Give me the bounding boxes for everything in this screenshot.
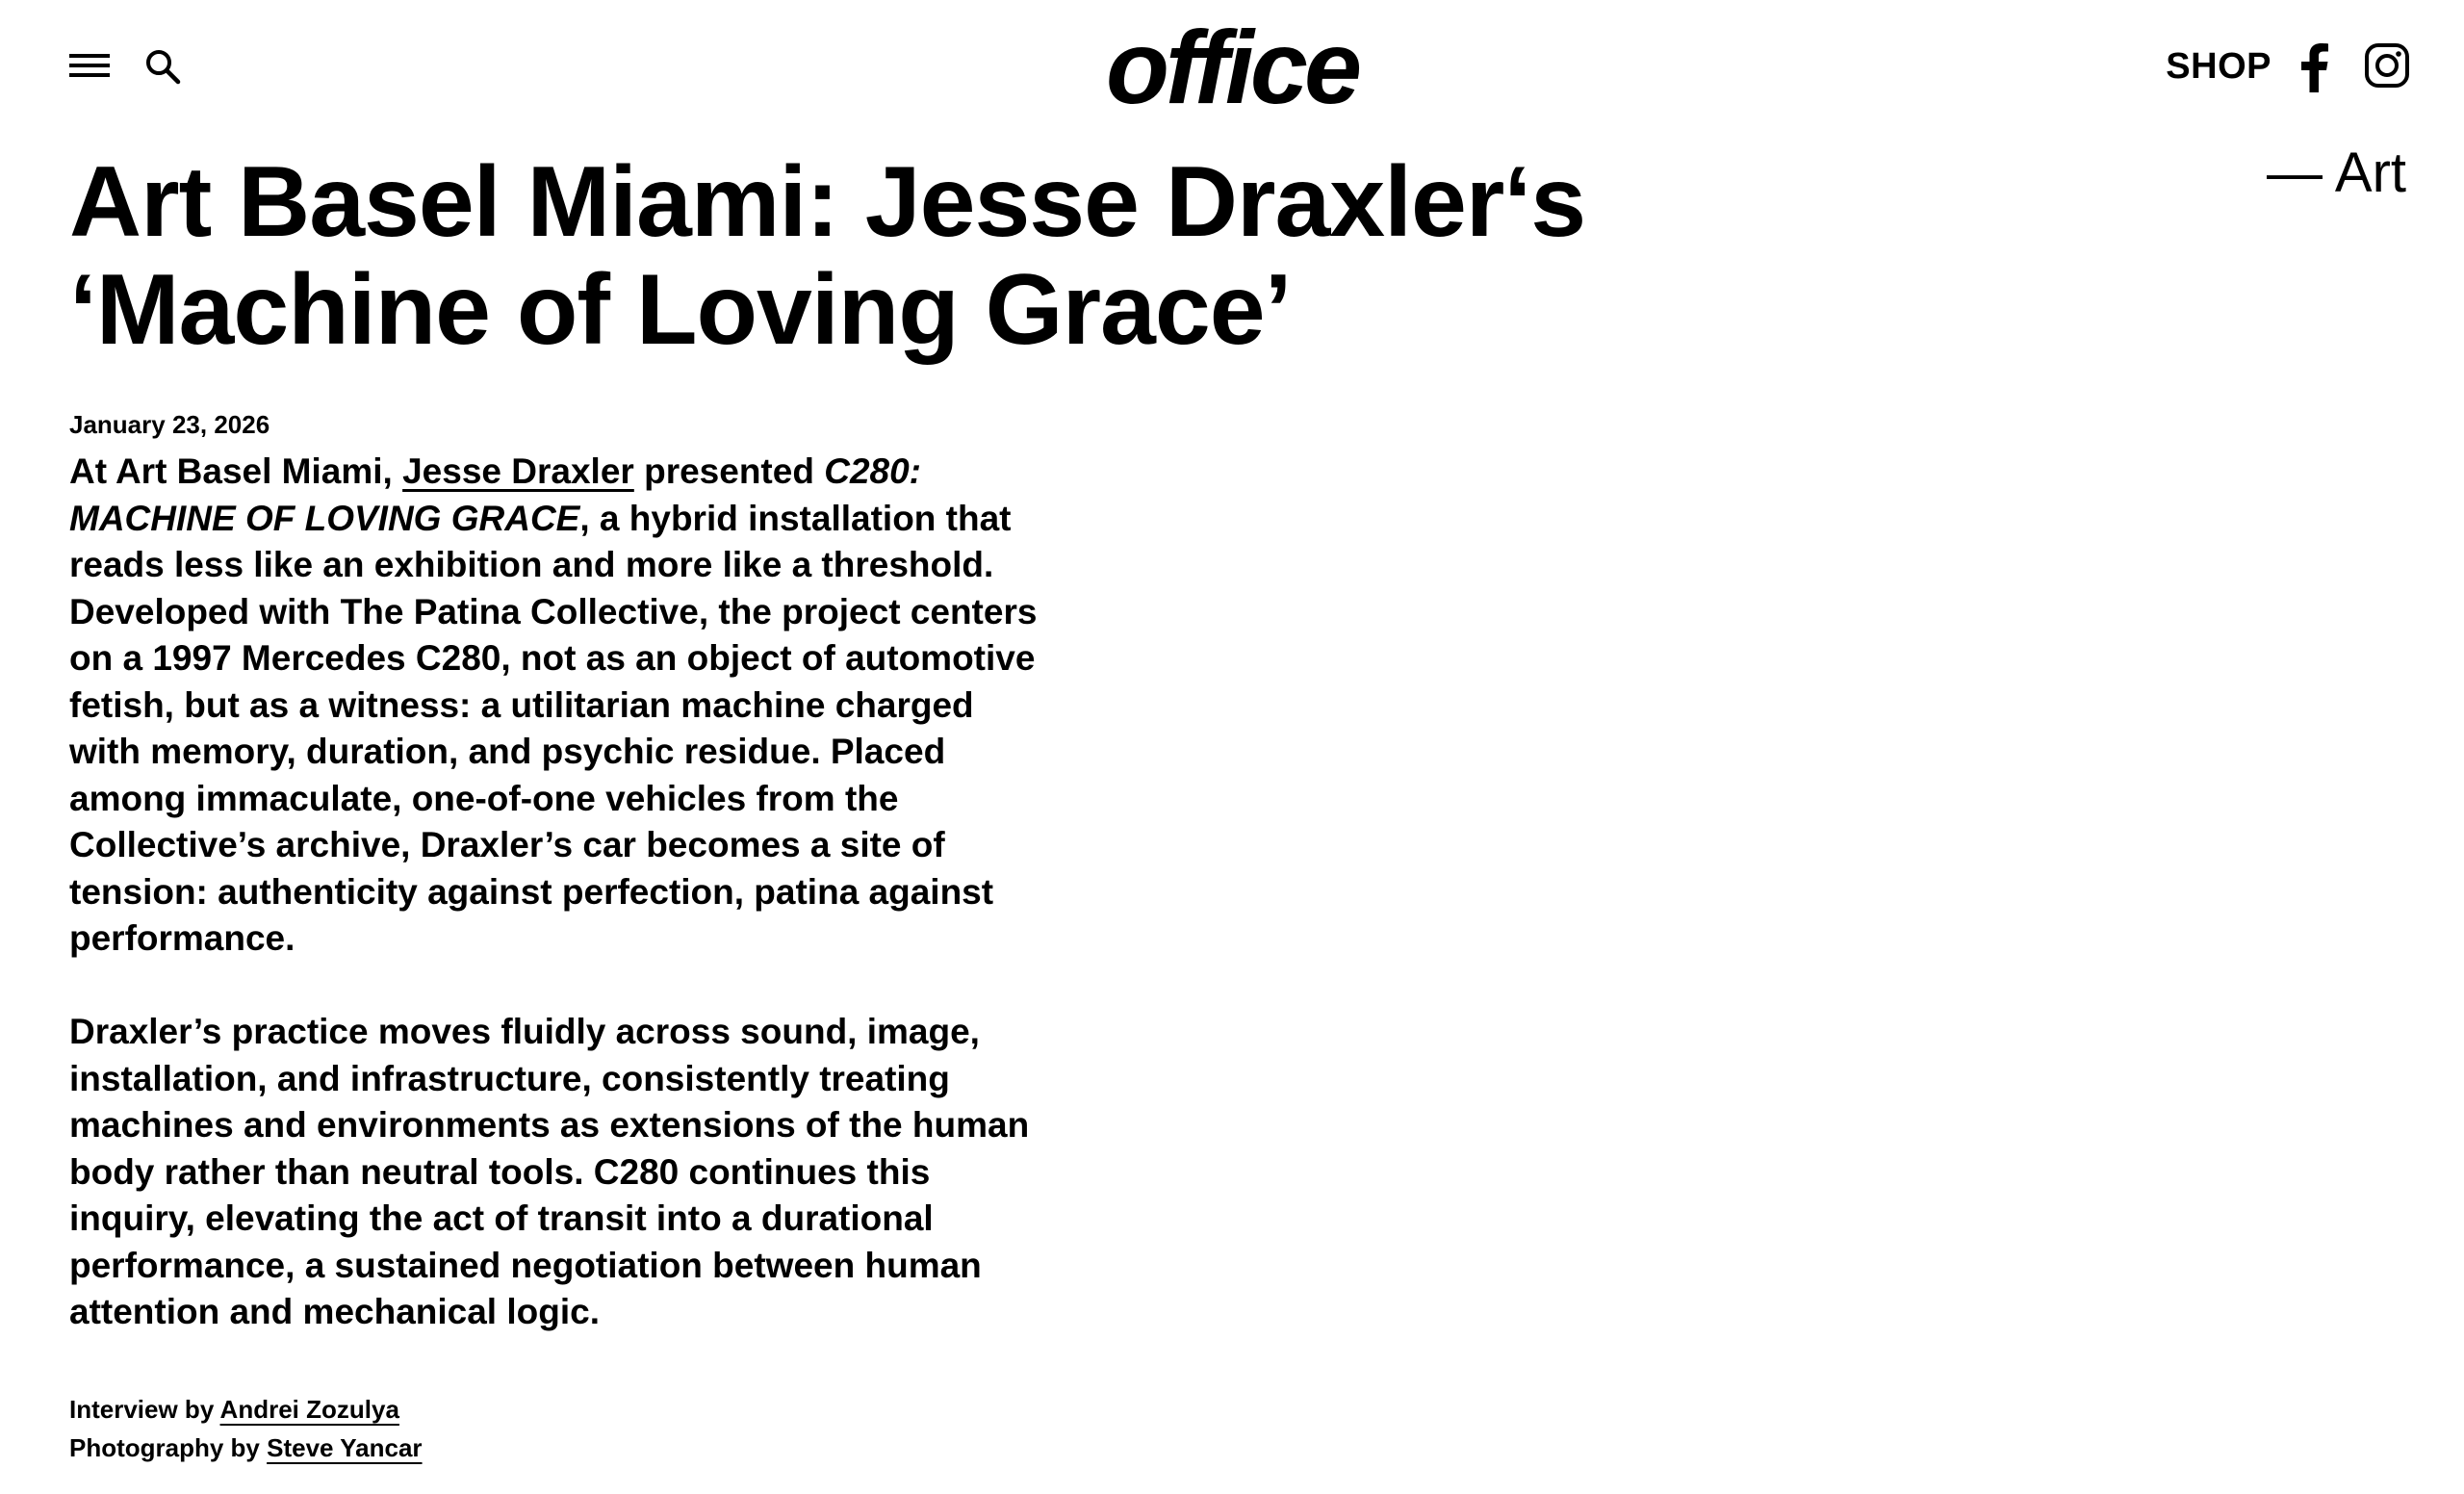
- artist-link[interactable]: Jesse Draxler: [402, 451, 634, 491]
- work-title: C280: MACHINE OF LOVING GRACE: [69, 451, 921, 538]
- article-date: January 23, 2026: [69, 410, 270, 439]
- shop-link[interactable]: SHOP: [2166, 46, 2272, 87]
- p1-intro: At Art Basel Miami,: [69, 451, 403, 491]
- p1-rest: , a hybrid installation that reads less like an exhibition and more like a threshold. Developed with The Patina Collective, the project centers on a 1997 Mercedes C280, not as an object of automotive fetish, but as a witness: a utilitarian machine charged with memory, duration, and psychic residue. Placed among immaculate, one-of-one vehicles from the Collective’s archive, Draxler’s car becomes a site of tension: authenticity against perfection, patina against performance.: [69, 498, 1038, 958]
- interview-credit: [69, 1390, 423, 1429]
- hamburger-icon[interactable]: [69, 50, 110, 79]
- article-category[interactable]: — Art: [2266, 142, 2406, 204]
- site-header: [0, 0, 2464, 135]
- p1-presented: presented: [633, 451, 825, 491]
- article-credits: [69, 1390, 423, 1467]
- photographer-link[interactable]: Steve Yancar: [267, 1433, 423, 1462]
- site-logo[interactable]: office: [1105, 9, 1359, 125]
- interview-label: Interview by: [69, 1395, 220, 1424]
- article-title-line-1: Art Basel Miami: Jesse Draxler‘s: [69, 146, 1586, 258]
- photography-label: Photography by: [69, 1433, 268, 1462]
- photography-credit: [69, 1429, 423, 1467]
- search-icon[interactable]: [144, 48, 181, 85]
- instagram-icon[interactable]: [2364, 42, 2410, 89]
- article-title-line-2: ‘Machine of Loving Grace’: [69, 254, 1292, 366]
- article-body: [69, 449, 1051, 1382]
- facebook-icon[interactable]: [2297, 42, 2331, 92]
- article-paragraph-1: [69, 449, 1051, 963]
- interviewer-link[interactable]: Andrei Zozulya: [219, 1395, 399, 1424]
- article-title: [69, 148, 1763, 364]
- article-paragraph-2: Draxler’s practice moves fluidly across sound, image, installation, and infrastructure, consistently treating machines and environments as extensions of the human body rather than neutral tools. C280 continues this inquiry, elevating the act of transit into a durational performance, a sustained negotiation between human attention and mechanical logic.: [69, 1012, 1030, 1331]
